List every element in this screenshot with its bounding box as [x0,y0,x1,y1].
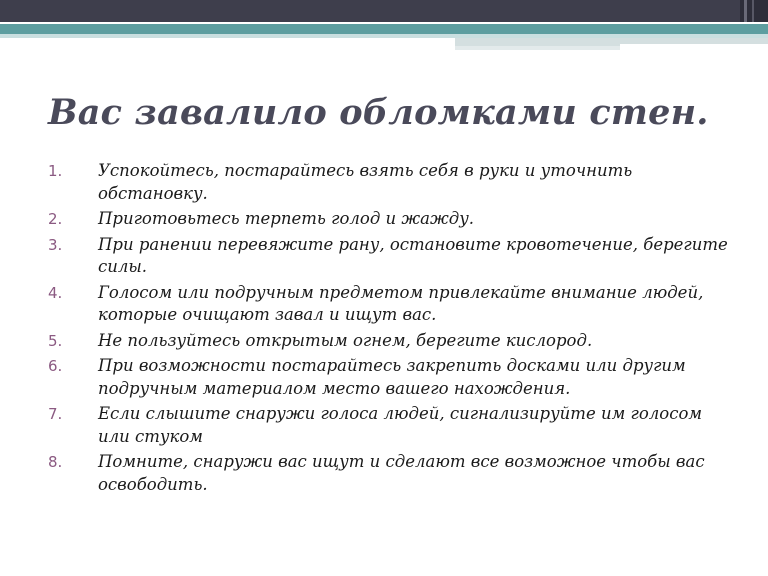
list-item-text: При возможности постарайтесь закрепить досками или другим подручным материалом место вашего нахождения. [98,356,686,398]
list-item-text: Голосом или подручным предметом привлекайте внимание людей, которые очищают завал и ищут вас. [98,282,704,324]
list-item-number: 5. [48,331,63,350]
list-item-text: Приготовьтесь терпеть голод и жажду. [98,209,475,228]
header-band-dark [0,0,740,22]
list-item [48,160,738,205]
list-item-number: 4. [48,283,63,302]
header-band-line [620,44,768,46]
list-item-text: Помните, снаружи вас ищут и сделают все возможное чтобы вас освободить. [98,452,705,494]
list-item [48,451,738,496]
list-item-text: Не пользуйтесь открытым огнем, берегите кислород. [98,330,593,350]
list-item-number: 2. [48,210,63,228]
list-item-text: Успокойтесь, постарайтесь взять себя в руки и уточнить обстановку. [98,161,633,203]
list-item [48,234,738,279]
header-band-teal [0,24,768,34]
header-band-gray-2 [455,46,620,50]
header-band-stripe [744,0,747,22]
list-item [48,403,738,448]
instruction-list [48,160,738,499]
header-band-stripe-2 [752,0,754,22]
list-item-text: Если слышите снаружи голоса людей, сигнализируйте им голосом или стуком [98,404,703,446]
list-item [48,330,738,353]
list-item-text: При ранении перевяжите рану, остановите кровотечение, берегите силы. [98,234,728,276]
list-item [48,282,738,327]
list-item-number: 7. [48,405,63,423]
list-item-number: 3. [48,235,63,254]
list-item-number: 6. [48,357,63,375]
list-item-number: 1. [48,162,63,180]
list-item [48,355,738,400]
slide-title: Вас завалило обломками стен. [48,92,709,133]
list-item-number: 8. [48,453,63,471]
list-item [48,208,738,231]
